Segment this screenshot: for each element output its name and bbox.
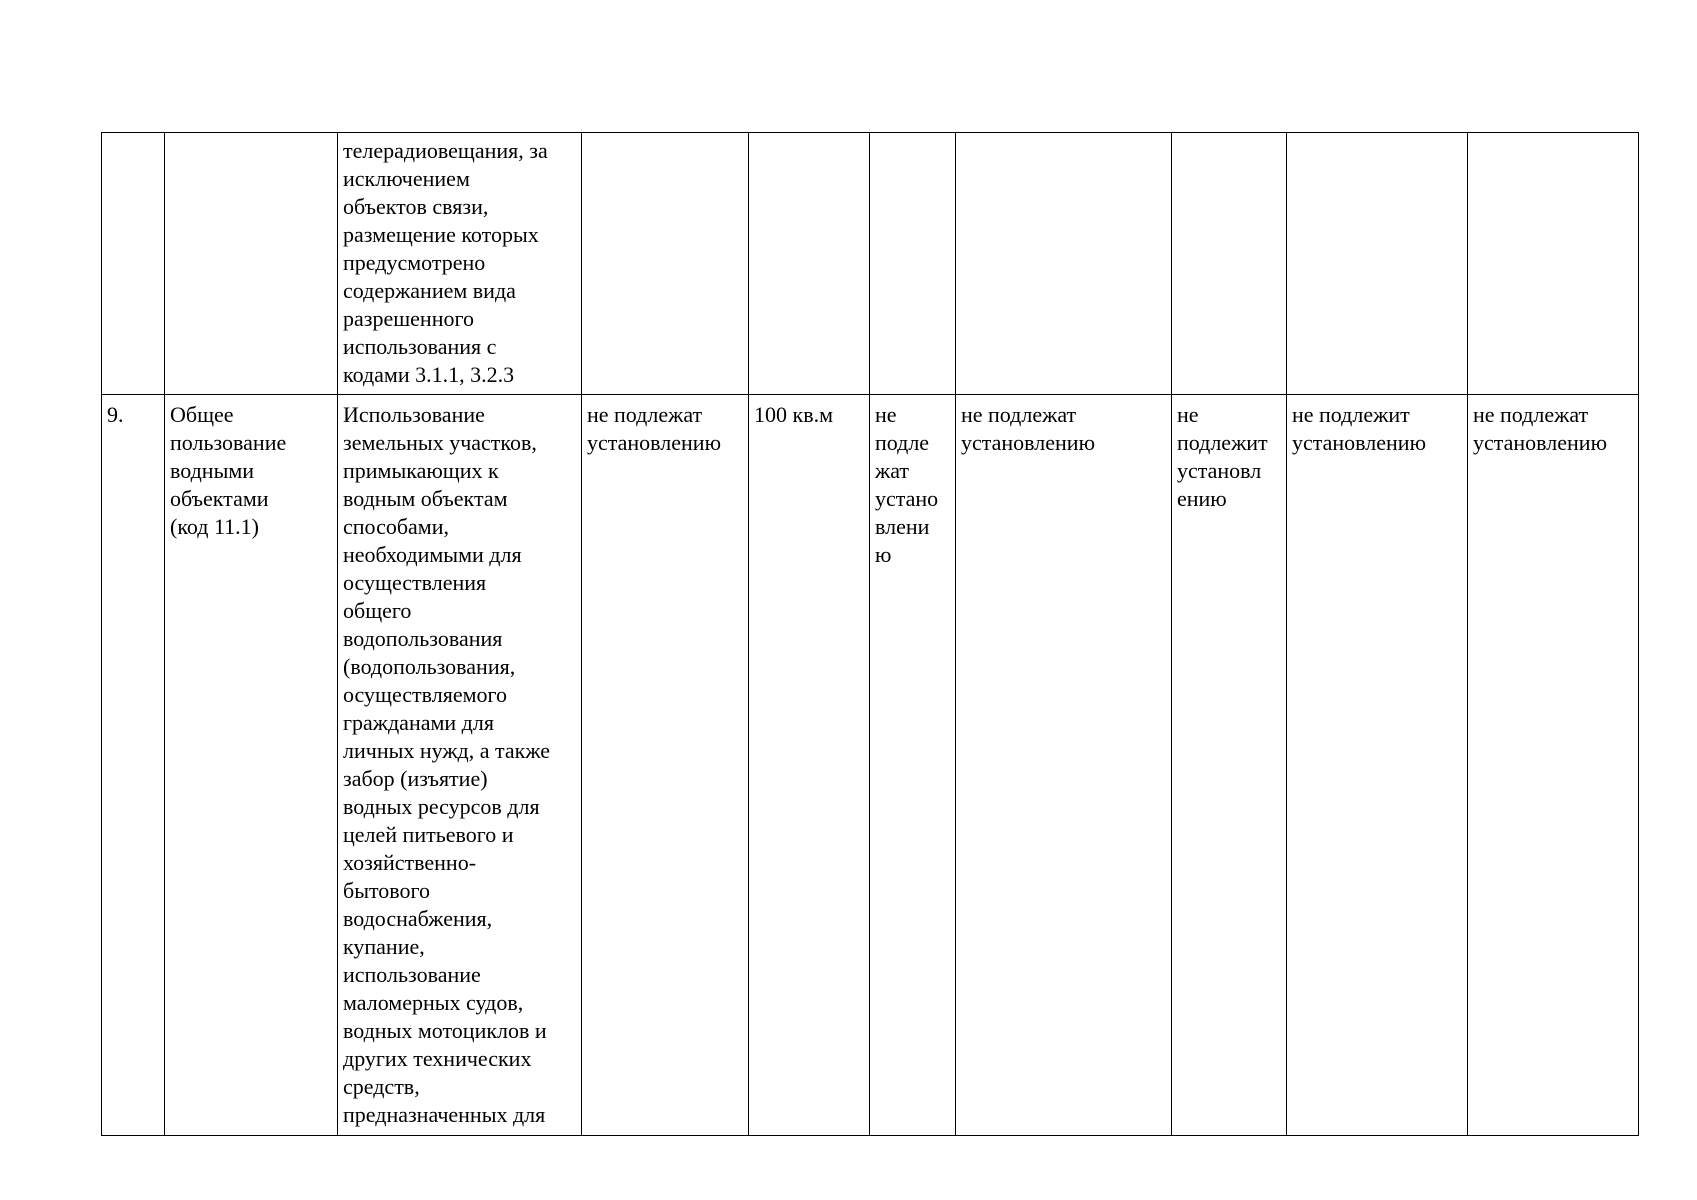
param-cell-8 bbox=[1172, 133, 1287, 395]
param-cell-7 bbox=[956, 133, 1172, 395]
row-number-cell bbox=[102, 133, 165, 395]
param-cell-9 bbox=[1287, 133, 1468, 395]
param-cell-8: не подлежит установл ению bbox=[1172, 395, 1287, 1136]
param-cell-6: не подле жат устано влени ю bbox=[870, 395, 956, 1136]
param-cell-4 bbox=[582, 133, 749, 395]
use-name-cell: Общее пользование водными объектами (код 11.1) bbox=[165, 395, 338, 1136]
param-cell-10: не подлежат установлению bbox=[1468, 395, 1639, 1136]
table-row bbox=[102, 395, 1639, 1136]
use-description-cell: телерадиовещания, за исключением объектов связи, размещение которых предусмотрено содержанием вида разрешенного использования с кодами 3.1.1, 3.2.3 bbox=[338, 133, 582, 395]
table-row bbox=[102, 133, 1639, 395]
param-cell-5 bbox=[749, 133, 870, 395]
param-cell-5: 100 кв.м bbox=[749, 395, 870, 1136]
param-cell-7: не подлежат установлению bbox=[956, 395, 1172, 1136]
row-number-cell: 9. bbox=[102, 395, 165, 1136]
param-cell-10 bbox=[1468, 133, 1639, 395]
use-description-cell: Использование земельных участков, примыкающих к водным объектам способами, необходимыми для осуществления общего водопользования (водопользования, осуществляемого гражданами для личных нужд, а также забор (изъятие) водных ресурсов для целей питьевого и хозяйственно- бытового водоснабжения, купание, использование маломерных судов, водных мотоциклов и других технических средств, предназначенных для bbox=[338, 395, 582, 1136]
land-use-table bbox=[101, 132, 1639, 1136]
use-name-cell bbox=[165, 133, 338, 395]
param-cell-6 bbox=[870, 133, 956, 395]
param-cell-4: не подлежат установлению bbox=[582, 395, 749, 1136]
param-cell-9: не подлежит установлению bbox=[1287, 395, 1468, 1136]
